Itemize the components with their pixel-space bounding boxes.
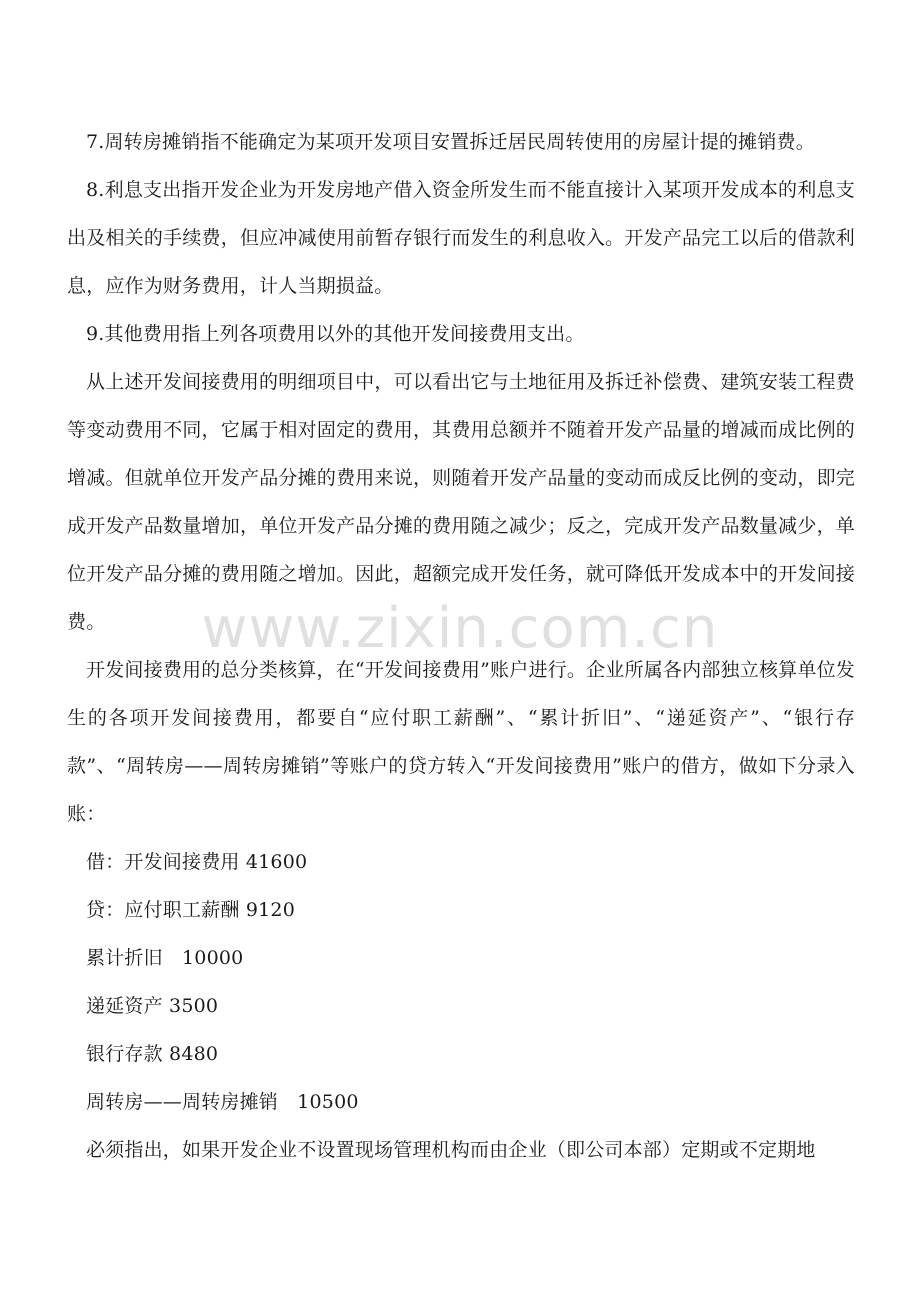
journal-entry-turnover-housing: 周转房——周转房摊销 10500: [86, 1091, 359, 1113]
document-body: [67, 118, 855, 1174]
journal-entry-debit: 借：开发间接费用 41600: [86, 851, 308, 873]
paragraph-item-9: 9.其他费用指上列各项费用以外的其他开发间接费用支出。: [86, 323, 585, 345]
paragraph-account-summary: 开发间接费用的总分类核算，在“开发间接费用”账户进行。企业所属各内部独立核算单位发生的各项开发间接费用，都要自“应付职工薪酬”、“累计折旧”、“递延资产”、“银行存款”、“周转房——周转房摊销”等账户的贷方转入“开发间接费用”账户的借方，做如下分录入账：: [67, 659, 855, 825]
journal-entry-bank-deposit: 银行存款 8480: [86, 1043, 219, 1065]
site-watermark: www.zixin.com.cn: [201, 596, 719, 661]
paragraph-closing: 必须指出，如果开发企业不设置现场管理机构而由企业（即公司本部）定期或不定期地: [86, 1139, 816, 1161]
paragraph-fixed-cost-analysis: 从上述开发间接费用的明细项目中，可以看出它与土地征用及拆迁补偿费、建筑安装工程费等变动费用不同，它属于相对固定的费用，其费用总额并不随着开发产品量的增减而成比例的增减。但就单位开发产品分摊的费用来说，则随着开发产品量的变动而成反比例的变动，即完成开发产品数量增加，单位开发产品分摊的费用随之减少；反之，完成开发产品数量减少，单位开发产品分摊的费用随之增加。因此，超额完成开发任务，就可降低开发成本中的开发间接费。: [67, 371, 855, 633]
journal-entry-credit-payroll: 贷：应付职工薪酬 9120: [86, 899, 295, 921]
paragraph-item-7: 7.周转房摊销指不能确定为某项开发项目安置拆迁居民周转使用的房屋计提的摊销费。: [86, 131, 815, 153]
paragraph-item-8: 8.利息支出指开发企业为开发房地产借入资金所发生而不能直接计入某项开发成本的利息支出及相关的手续费，但应冲减使用前暂存银行而发生的利息收入。开发产品完工以后的借款利息，应作为财务费用，计人当期损益。: [67, 179, 855, 297]
journal-entry-deferred-assets: 递延资产 3500: [86, 995, 219, 1017]
journal-entry-depreciation: 累计折旧 10000: [86, 947, 244, 969]
